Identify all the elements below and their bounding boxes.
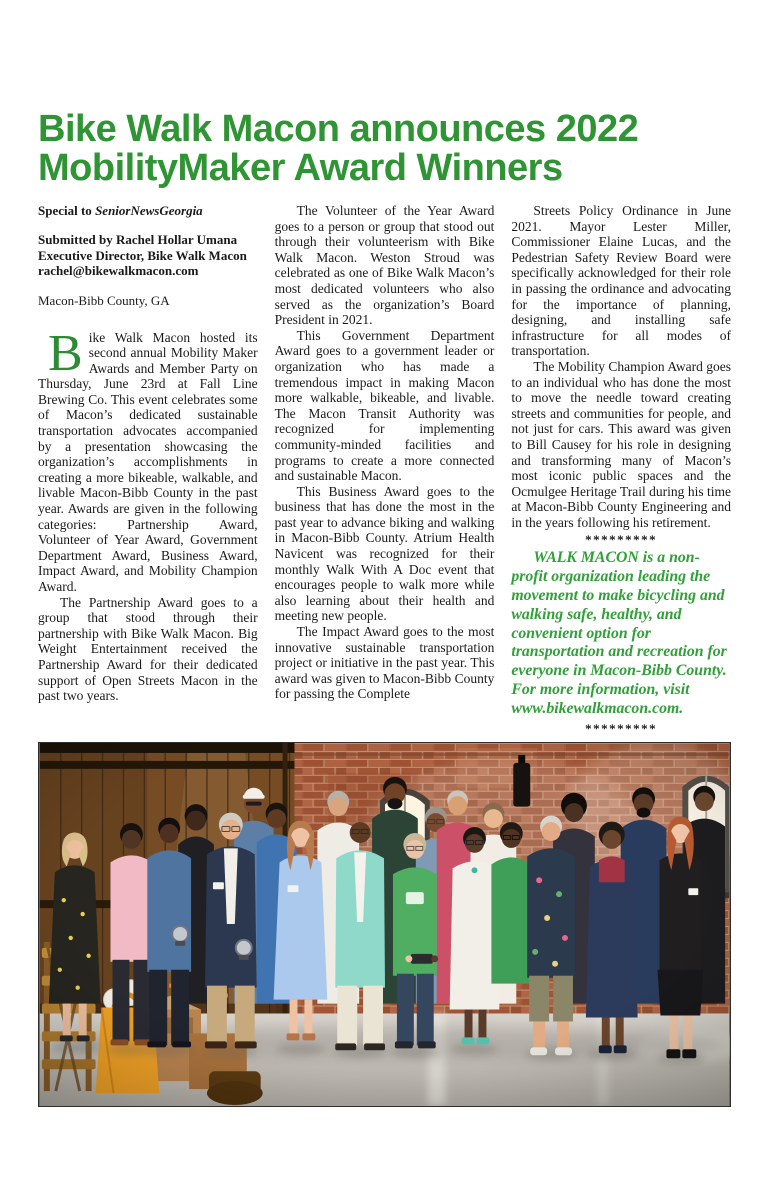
section-separator: *********: [585, 720, 658, 736]
special-to-line: [38, 203, 258, 219]
paragraph-text: ike Walk Macon hosted its second annual Mobility Maker Awards and Member Party on Thursday, June 23rd at Fall Line Brewing Co. This event celebrates some of Macon’s dedicated sustainable transportation advocates accompanied by a presentation showcasing the organization’s accomplishments in creating a more bikeable, walkable, and livable Macon-Bibb County in the past year. Awards are given in the following categories: Partnership Award, Volunteer of Year Award, Government Department Award, Business Award, Impact Award, and Mobility Champion Award.: [38, 329, 258, 594]
group-photo-illustration: [39, 743, 730, 1106]
byline-block: [38, 232, 258, 279]
body-paragraph: The Volunteer of the Year Award goes to a person or group that stood out through their volunteerism with Bike Walk Macon. Weston Stroud was celebrated as one of Bike Walk Macon’s most dedicated volunteers who also served as the organization’s Board President in 2021.: [274, 203, 495, 328]
group-photo: [38, 742, 731, 1107]
body-paragraph: The Partnership Award goes to a group that stood through their partnership with Bike Walk Macon. Big Weight Entertainment received the Partnership Award for their dedicated support of Open Streets Macon in the past two years.: [38, 594, 258, 704]
column-3: [511, 203, 731, 738]
organization-blurb: WALK MACON is a non-profit organization leading the movement to make bicycling and walking safe, healthy, and convenient option for transportation and recreation for everyone in Macon-Bibb County. For more information, visit www.bikewalkmacon.com.: [511, 549, 727, 717]
body-paragraph: This Business Award goes to the business that has done the most in the past year to advance biking and walking in Macon-Bibb County. Atrium Health Navicent was recognized for their monthly Walk With A Doc event that encourages people to walk more while also learning about their health and meeting new people.: [274, 483, 495, 624]
body-paragraph: This Government Department Award goes to a government leader or organization who has made a tremendous impact in making Macon more walkable, bikeable, and livable. The Macon Transit Authority was recognized for implementing community-minded facilities and programs to create a more connected and sustainable Macon.: [274, 327, 495, 484]
section-separator: *********: [585, 532, 658, 548]
body-paragraph: Streets Policy Ordinance in June 2021. Mayor Lester Miller, Commissioner Elaine Lucas, and the Pedestrian Safety Review Board were specifically acknowledged for their role in passing the ordinance and advocating for the importance of planning, designing, and installing safe infrastructure for all modes of transportation.: [511, 203, 732, 359]
submitted-by: Submitted by Rachel Hollar Umana: [38, 232, 238, 247]
dateline: Macon-Bibb County, GA: [38, 292, 170, 308]
column-2: [275, 203, 495, 702]
drop-cap: B: [48, 324, 83, 382]
publication-name: SeniorNewsGeorgia: [95, 203, 203, 218]
body-paragraph: [38, 324, 258, 595]
photo-vignette: [40, 743, 729, 1106]
author-title: Executive Director, Bike Walk Macon: [38, 247, 247, 263]
body-paragraph: The Impact Award goes to the most innovative sustainable transportation project or initiative in the past year. This award was given to Macon-Bibb County for passing the Complete: [274, 624, 495, 702]
special-to-prefix: Special to: [38, 203, 96, 218]
column-1: [38, 203, 258, 704]
author-email: rachel@bikewalkmacon.com: [38, 263, 199, 278]
article-columns: [38, 203, 731, 738]
body-paragraph: The Mobility Champion Award goes to an individual who has done the most to move the needle toward creating streets and communities for people, and not just for cars. This award was given to Bill Causey for his role in designing and transforming many of Macon’s most iconic public spaces and the Ocmulgee Heritage Trail during his time at Macon-Bibb County Engineering and in the years following his retirement.: [511, 358, 732, 530]
page-title: Bike Walk Macon announces 2022 MobilityMaker Award Winners: [38, 108, 639, 189]
